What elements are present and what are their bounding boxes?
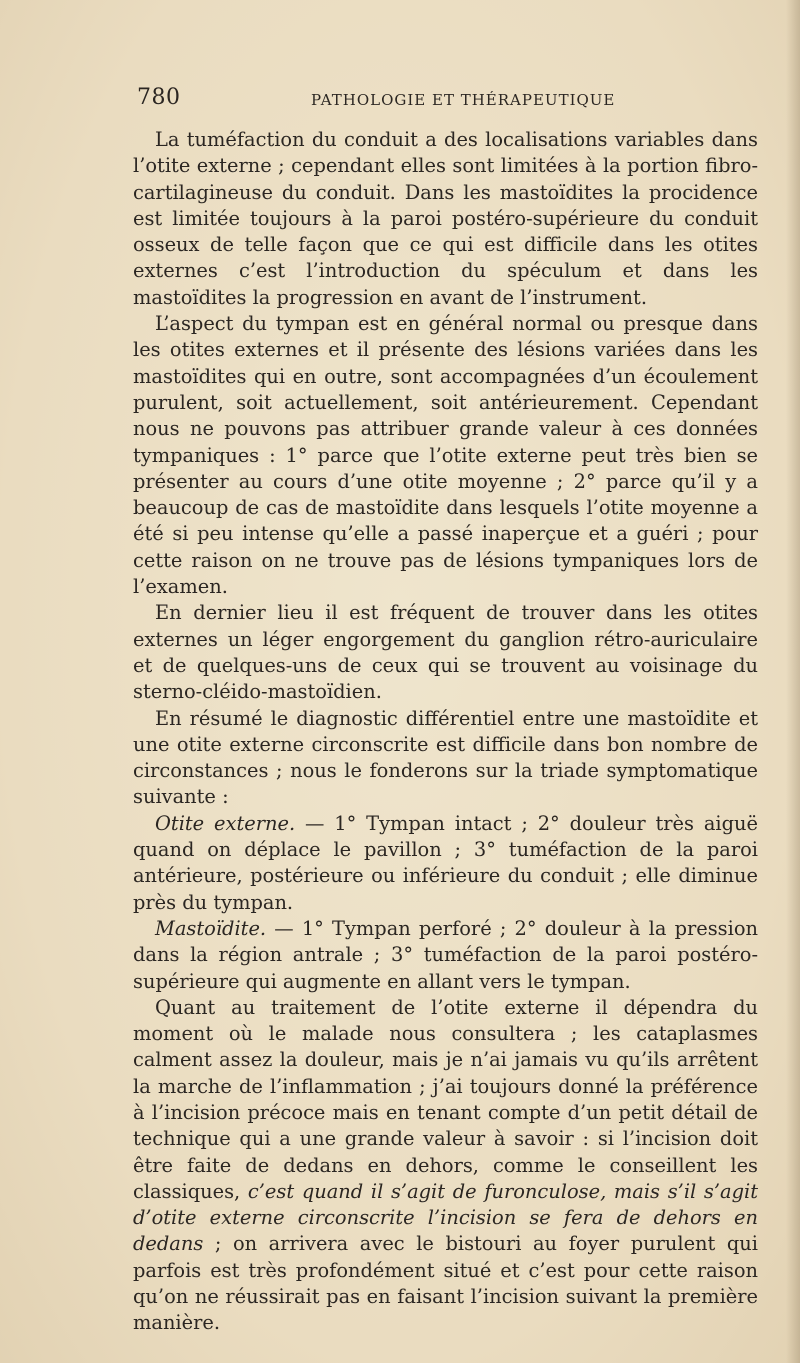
paragraph-aspect-tympan: L’aspect du tympan est en général normal ou presque dans les otites externes et il présente des lésions variées dans les mastoïdites qui en outre, sont accompagnées d’un écoulement purulent, soit actuellement, soit antérieurement. Cependant nous ne pouvons pas attribuer grande valeur à ces données tympaniques : 1° parce que l’otite externe peut très bien se présenter au cours d’une otite moyenne ; 2° parce qu’il y a beaucoup de cas de mastoïdite dans lesquels l’otite moyenne a été si peu intense qu’elle a passé inaperçue et a guéri ; pour cette raison on ne trouve pas de lésions tympaniques lors de l’examen. [133,312,758,599]
traitement-text: Quant au traitement de l’otite externe il dépendra du moment où le malade nous consultera ; les cataplasmes calment assez la douleur, mais je n’ai jamais vu qu’ils arrêtent la marche de l’inflammation ; j’ai toujours donné la préférence à l’incision précoce mais en tenant compte d’un petit détail de technique qui a une grande valeur à savoir : si l’incision doit être faite de dedans en dehors, comme le conseillent les classiques, [133,995,758,1203]
otite-externe-symptoms: — 1° Tympan intact ; 2° douleur très aiguë quand on déplace le pavillon ; 3° tuméfaction de la paroi antérieure, postérieure ou inférieure du conduit ; elle diminue près du tympan. [133,811,758,914]
paragraph-traitement [133,995,758,1337]
traitement-text-after: ; on arrivera avec le bistouri au foyer purulent qui parfois est très profondément situé et c’est pour cette raison qu’on ne réussirait pas en faisant l’incision suivant la première manière. [133,1232,758,1335]
running-title: PATHOLOGIE ET THÉRAPEUTIQUE [311,91,616,109]
page-header [133,85,758,115]
body-text [133,127,758,1337]
paragraph-mastoidite [133,916,758,995]
term-otite-externe: Otite externe. [155,811,296,835]
page-edge-shadow [786,0,800,1363]
paragraph-otite-externe [133,811,758,916]
traitement-italic-quote: c’est quand il s’agit de furonculose, mais s’il s’agit d’otite externe circonscrite l’incision se fera de dehors en dedans [133,1179,758,1256]
term-mastoidite: Mastoïdite. [155,916,267,940]
paragraph-ganglion: En dernier lieu il est fréquent de trouver dans les otites externes un léger engorgement du ganglion rétro-auriculaire et de quelques-uns de ceux qui se trouvent au voisinage du sterno-cléido-mastoïdien. [133,601,758,704]
paragraph-tumefaction: La tuméfaction du conduit a des localisations variables dans l’otite externe ; cependant elles sont limitées à la portion fibro-cartilagineuse du conduit. Dans les mastoïdites la procidence est limitée toujours à la paroi postéro-supérieure du conduit osseux de telle façon que ce qui est difficile dans les otites externes c’est l’introduction du spéculum et dans les mastoïdites la progression en avant de l’instrument. [133,128,758,309]
mastoidite-symptoms: — 1° Tympan perforé ; 2° douleur à la pression dans la région antrale ; 3° tuméfaction de la paroi postéro-supérieure qui augmente en allant vers le tympan. [133,916,758,993]
page-number: 780 [137,85,181,110]
paragraph-resume: En résumé le diagnostic différentiel entre une mastoïdite et une otite externe circonscrite est difficile dans bon nombre de circonstances ; nous le fonderons sur la triade symptomatique suivante : [133,706,758,809]
